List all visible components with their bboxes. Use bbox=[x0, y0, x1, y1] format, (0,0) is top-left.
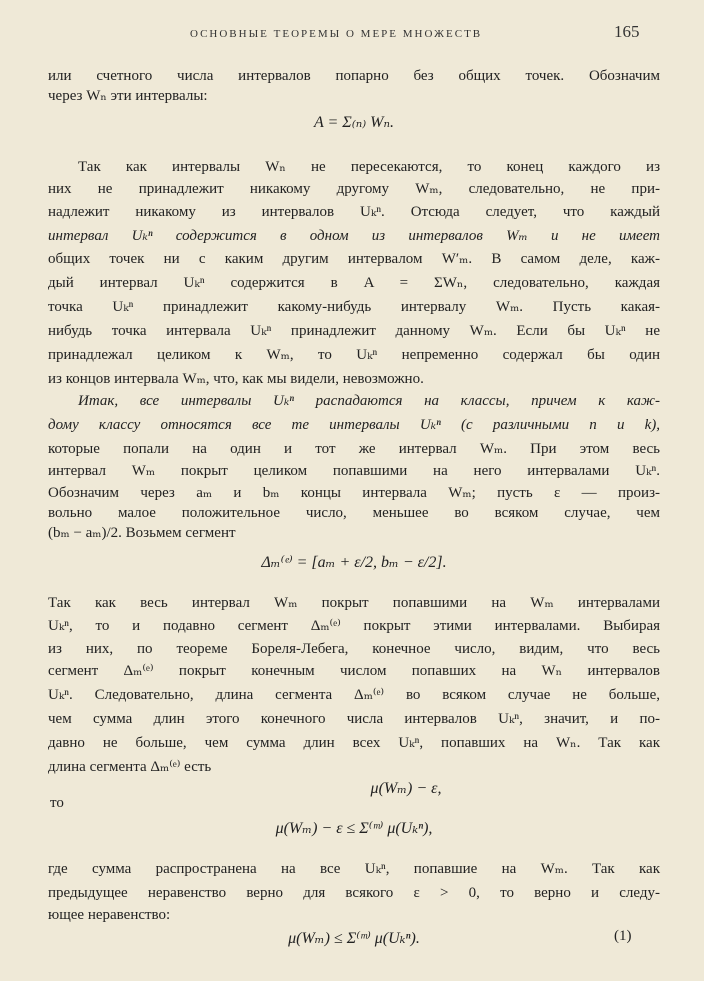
text-line: интервал Wₘ покрыт целиком попавшими на него интервалами Uₖⁿ. bbox=[48, 463, 660, 479]
text-line: принадлежал целиком к Wₘ, то Uₖⁿ непременно содержал бы один bbox=[48, 347, 660, 363]
text-line: точка Uₖⁿ принадлежит какому-нибудь интервалу Wₘ. Пусть какая- bbox=[48, 299, 660, 315]
page-header bbox=[0, 22, 704, 48]
text-line: общих точек ни с каким другим интервалом W′ₘ. В самом деле, каж- bbox=[48, 251, 660, 267]
formula-inequality-2: μ(Wₘ) ≤ Σ⁽ᵐ⁾ μ(Uₖⁿ). bbox=[288, 930, 420, 947]
text-line: из концов интервала Wₘ, что, как мы видели, невозможно. bbox=[48, 371, 424, 387]
formula-measure: μ(Wₘ) − ε, bbox=[370, 780, 442, 797]
text-line: Итак, все интервалы Uₖⁿ распадаются на классы, причем к каж- bbox=[78, 393, 660, 409]
text-line: вольно малое положительное число, меньшее во всяком случае, чем bbox=[48, 505, 660, 521]
text-line: Обозначим через aₘ и bₘ концы интервала Wₘ; пусть ε — произ- bbox=[48, 485, 660, 501]
text-line: которые попали на один и тот же интервал Wₘ. При этом весь bbox=[48, 441, 660, 457]
text-line: или счетного числа интервалов попарно без общих точек. Обозначим bbox=[48, 68, 660, 84]
text-line: Uₖⁿ. Следовательно, длина сегмента Δₘ⁽ᵉ⁾ во всяком случае не больше, bbox=[48, 687, 660, 703]
text-line: через Wₙ эти интервалы: bbox=[48, 88, 208, 104]
text-line: чем сумма длин этого конечного числа интервалов Uₖⁿ, значит, и по- bbox=[48, 711, 660, 727]
text-line: них не принадлежит никакому другому Wₘ, следовательно, не при- bbox=[48, 181, 660, 197]
formula-segment: Δₘ⁽ᵉ⁾ = [aₘ + ε/2, bₘ − ε/2]. bbox=[261, 554, 447, 571]
text-line: ющее неравенство: bbox=[48, 907, 171, 923]
text-line: из них, по теореме Бореля-Лебега, конечное число, видим, что весь bbox=[48, 641, 660, 657]
text-line: интервал Uₖⁿ содержится в одном из интервалов Wₘ и не имеет bbox=[48, 228, 660, 244]
text-line: нибудь точка интервала Uₖⁿ принадлежит данному Wₘ. Если бы Uₖⁿ не bbox=[48, 323, 660, 339]
text-line: надлежит никакому из интервалов Uₖⁿ. Отсюда следует, что каждый bbox=[48, 204, 660, 220]
formula-sum-A: A = Σ₍ₙ₎ Wₙ. bbox=[314, 114, 394, 131]
formula-inequality-1: μ(Wₘ) − ε ≤ Σ⁽ᵐ⁾ μ(Uₖⁿ), bbox=[275, 820, 433, 837]
text-line: давно не больше, чем сумма длин всех Uₖⁿ, попавших на Wₙ. Так как bbox=[48, 735, 660, 751]
text-line: длина сегмента Δₘ⁽ᵉ⁾ есть bbox=[48, 759, 212, 775]
text-line: Так как интервалы Wₙ не пересекаются, то конец каждого из bbox=[78, 159, 660, 175]
text-line: дый интервал Uₖⁿ содержится в A = ΣWₙ, следовательно, каждая bbox=[48, 275, 660, 291]
text-line: Так как весь интервал Wₘ покрыт попавшими на Wₘ интервалами bbox=[48, 595, 660, 611]
text-line: где сумма распространена на все Uₖⁿ, попавшие на Wₘ. Так как bbox=[48, 861, 660, 877]
equation-number: (1) bbox=[614, 928, 632, 944]
page-number: 165 bbox=[614, 22, 640, 41]
word-to: то bbox=[50, 795, 64, 811]
text-line: (bₘ − aₘ)/2. Возьмем сегмент bbox=[48, 525, 236, 541]
text-line: предыдущее неравенство верно для всякого ε > 0, то верно и следу- bbox=[48, 885, 660, 901]
text-line: дому классу относятся все те интервалы Uₖⁿ (с различными n и k), bbox=[48, 417, 660, 433]
text-line: сегмент Δₘ⁽ᵉ⁾ покрыт конечным числом попавших на Wₙ интервалов bbox=[48, 663, 660, 679]
text-line: Uₖⁿ, то и подавно сегмент Δₘ⁽ᵉ⁾ покрыт этими интервалами. Выбирая bbox=[48, 618, 660, 634]
running-title: ОСНОВНЫЕ ТЕОРЕМЫ О МЕРЕ МНОЖЕСТВ bbox=[190, 28, 483, 40]
